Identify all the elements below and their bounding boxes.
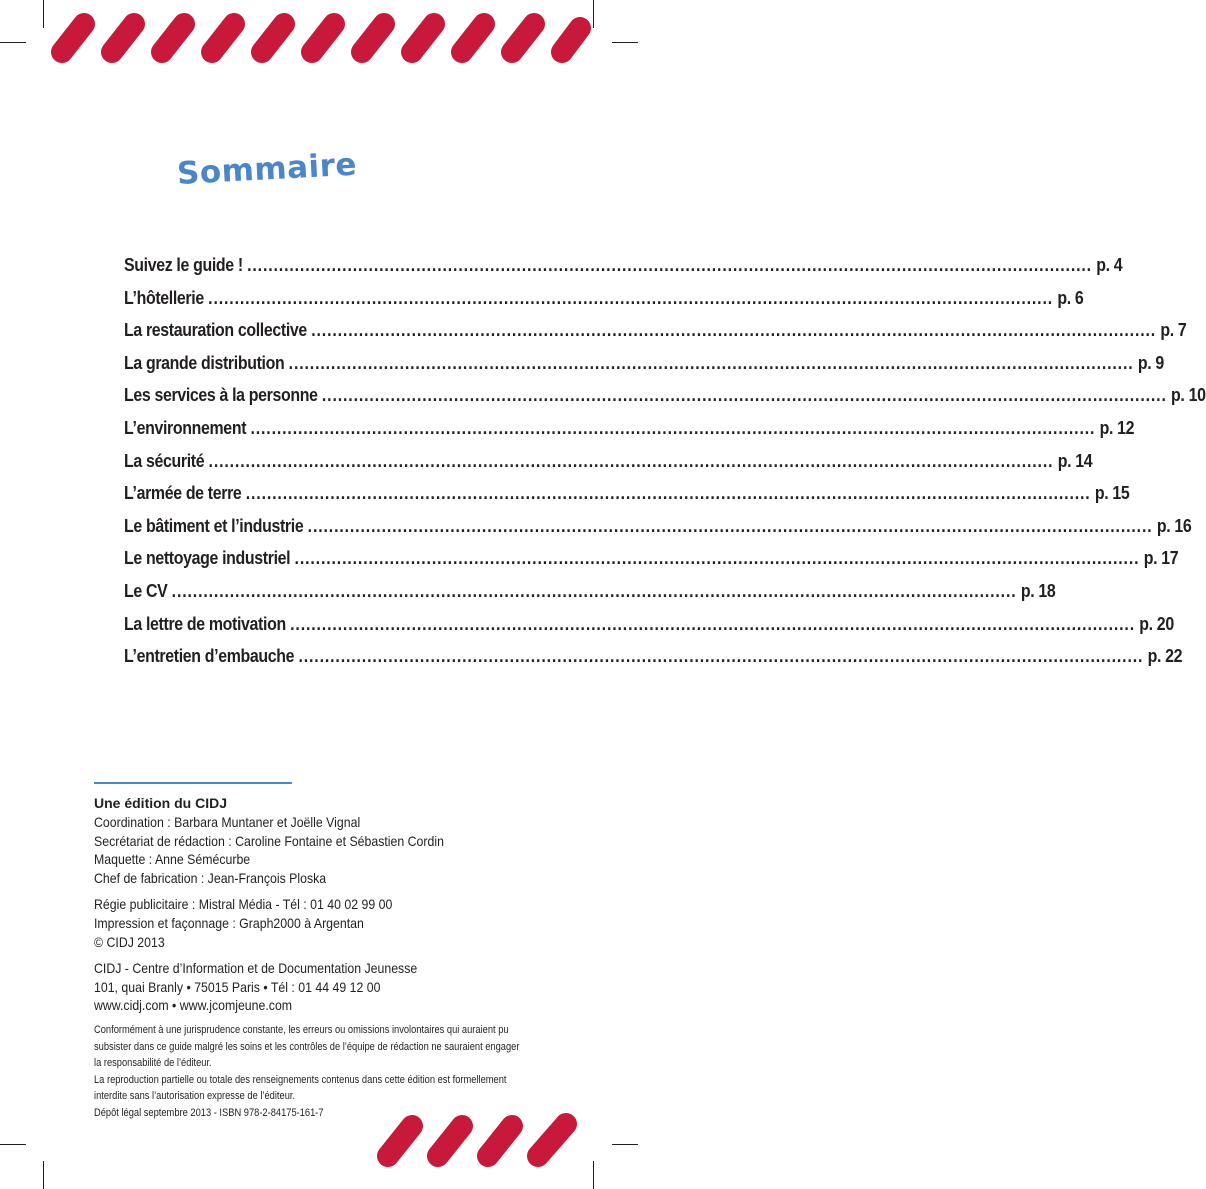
toc-entry-page: p. 18 — [1020, 579, 1056, 601]
toc-entry — [124, 547, 1179, 580]
toc-entry-label: La restauration collective — [124, 319, 307, 341]
crop-mark-bottom-left-h — [0, 1144, 26, 1145]
section-divider — [94, 782, 292, 784]
toc-leader-dots: ................................................................................................................................................................ — [298, 645, 1144, 667]
toc-entry-label: Le nettoyage industriel — [124, 547, 291, 569]
contact-line: 101, quai Branly • 75015 Paris • Tél : 01 44 49 12 00 — [94, 978, 381, 995]
toc-entry — [124, 449, 1093, 483]
crop-mark-top-left-h — [0, 42, 26, 43]
page-title: Sommaire — [176, 146, 358, 192]
contact-line: CIDJ - Centre d’Information et de Documentation Jeunesse — [94, 960, 418, 977]
crop-mark-top-right — [593, 0, 594, 28]
toc-leader-dots: ................................................................................................................................................................ — [321, 384, 1167, 406]
toc-leader-dots: ................................................................................................................................................................ — [311, 319, 1157, 341]
toc-entry-page: p. 9 — [1137, 351, 1164, 373]
legal-line: La reproduction partielle ou totale des renseignements contenus dans cette édition est formellement — [94, 1073, 507, 1086]
credit-line: Chef de fabrication : Jean-François Ploska — [94, 869, 327, 886]
toc-entry — [124, 416, 1135, 450]
legal-notice — [94, 1022, 604, 1121]
toc-entry-page: p. 14 — [1057, 449, 1093, 471]
production-line: Impression et façonnage : Graph2000 à Argentan — [94, 914, 364, 931]
crop-mark-bottom-right — [593, 1161, 594, 1189]
credit-line: Coordination : Barbara Muntaner et Joëlle Vignal — [94, 814, 361, 830]
toc-entry — [124, 514, 1192, 548]
legal-line: subsister dans ce guide malgré les soins et les contrôles de l’équipe de rédaction ne sauraient engager — [94, 1040, 520, 1053]
copyright-line: © CIDJ 2013 — [94, 933, 165, 950]
toc-entry-label: Le bâtiment et l’industrie — [124, 514, 304, 536]
toc-entry-label: Le CV — [124, 579, 168, 601]
credits-list — [94, 813, 564, 887]
toc-leader-dots: ................................................................................................................................................................ — [245, 482, 1091, 504]
production-line: Régie publicitaire : Mistral Média - Tél : 01 40 02 99 00 — [94, 896, 393, 913]
toc-entry-page: p. 16 — [1156, 514, 1192, 536]
toc-entry-label: La grande distribution — [124, 351, 285, 373]
imprint-heading: Une édition du CIDJ — [94, 795, 227, 811]
toc-entry — [124, 351, 1164, 385]
credit-line: Secrétariat de rédaction : Caroline Fontaine et Sébastien Cordin — [94, 832, 444, 849]
toc-entry — [124, 254, 1123, 287]
credit-line: Maquette : Anne Sémécurbe — [94, 851, 251, 868]
toc-entry-page: p. 12 — [1099, 416, 1135, 438]
toc-entry-page: p. 4 — [1096, 254, 1123, 275]
toc-entry-label: L’environnement — [124, 416, 247, 438]
website-line: www.cidj.com • www.jcomjeune.com — [94, 997, 293, 1014]
toc-entry — [124, 319, 1187, 352]
crop-mark-bottom-right-h — [612, 1144, 638, 1145]
crop-mark-top-right-h — [612, 42, 638, 43]
legal-line: Conformément à une jurisprudence constante, les erreurs ou omissions involontaires qui auraient pu — [94, 1024, 509, 1036]
top-stripe-band — [50, 12, 590, 64]
toc-entry-page: p. 15 — [1094, 482, 1130, 504]
toc-leader-dots: ................................................................................................................................................................ — [307, 514, 1153, 536]
toc-leader-dots: ................................................................................................................................................................ — [290, 612, 1135, 634]
legal-line: Dépôt légal septembre 2013 - ISBN 978-2-84175-161-7 — [94, 1106, 324, 1119]
toc-leader-dots: ................................................................................................................................................................ — [208, 449, 1054, 471]
toc-entry — [124, 286, 1084, 320]
toc-leader-dots: ................................................................................................................................................................ — [294, 547, 1140, 569]
toc-entry-label: L’armée de terre — [124, 482, 242, 504]
toc-entry — [124, 579, 1056, 613]
toc-entry-label: La lettre de motivation — [124, 612, 286, 634]
toc-leader-dots: ................................................................................................................................................................ — [288, 351, 1134, 373]
toc-entry-page: p. 20 — [1139, 612, 1174, 634]
toc-leader-dots: ................................................................................................................................................................ — [250, 416, 1096, 438]
production-list — [94, 895, 564, 951]
contact-list — [94, 959, 564, 1015]
toc-entry — [124, 384, 1206, 417]
toc-entry — [124, 645, 1183, 678]
crop-mark-bottom-left — [43, 1161, 44, 1189]
legal-line: la responsabilité de l’éditeur. — [94, 1057, 212, 1069]
toc-entry-label: L’hôtellerie — [124, 286, 204, 308]
toc-entry — [124, 482, 1130, 515]
toc-entry-label: Les services à la personne — [124, 384, 318, 406]
toc-leader-dots: ................................................................................................................................................................ — [247, 254, 1092, 275]
legal-line: interdite sans l’autorisation expresse de l’éditeur. — [94, 1090, 296, 1102]
toc-entry-page: p. 6 — [1057, 286, 1084, 308]
toc-entry-label: La sécurité — [124, 449, 205, 471]
toc-entry-label: Suivez le guide ! — [124, 254, 243, 275]
crop-mark-top-left — [43, 0, 44, 28]
toc-entry-page: p. 7 — [1160, 319, 1187, 341]
toc-entry — [124, 612, 1174, 646]
toc-entry-page: p. 10 — [1171, 384, 1206, 406]
toc-entry-page: p. 17 — [1143, 547, 1179, 569]
toc-entry-label: L’entretien d’embauche — [124, 645, 295, 667]
table-of-contents — [124, 254, 1206, 678]
toc-leader-dots: ................................................................................................................................................................ — [171, 579, 1017, 601]
toc-entry-page: p. 22 — [1147, 645, 1183, 667]
toc-leader-dots: ................................................................................................................................................................ — [208, 286, 1054, 308]
imprint-block — [94, 794, 564, 1015]
